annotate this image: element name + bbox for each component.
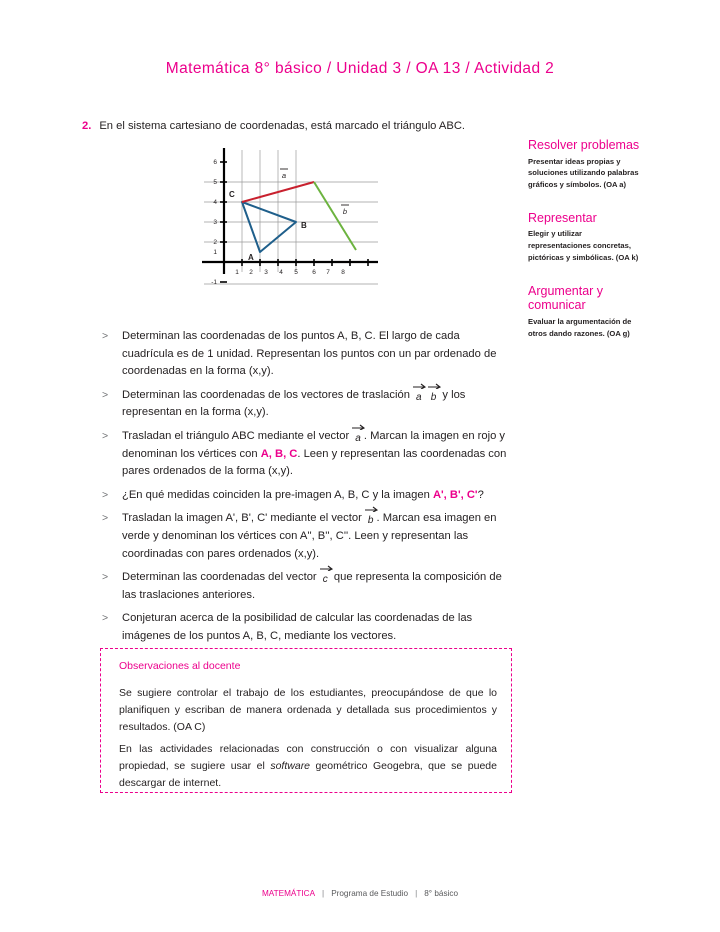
step-text: . Marcan esa imagen en verde y denominan los vértices con A'', B'', C''. Leen y representan las coordinadas con pares ordenados (x,y).	[122, 512, 497, 560]
activity-step-6	[100, 569, 512, 604]
svg-text:a: a	[281, 171, 287, 180]
cartesian-plane-figure	[196, 142, 386, 294]
svg-text:1: 1	[213, 249, 217, 256]
skills-sidebar	[528, 138, 640, 359]
vector-arrow-icon	[320, 564, 331, 571]
skill-block-3	[528, 284, 640, 340]
svg-text:3: 3	[264, 269, 268, 276]
activity-step-7	[100, 610, 512, 645]
svg-text:2: 2	[249, 269, 253, 276]
intro-number: 2.	[82, 120, 92, 132]
bullet-marker-icon: >	[102, 571, 109, 584]
observations-title: Observaciones al docente	[119, 660, 241, 672]
page-footer	[0, 889, 720, 898]
step-text: Trasladan la imagen A', B', C' mediante el vector	[122, 512, 365, 525]
x-axis-labels	[235, 269, 345, 276]
footer-right: 8° básico	[424, 889, 459, 898]
skill-heading: Representar	[528, 210, 597, 225]
vector-letter: b	[367, 515, 374, 527]
vector-letter: a	[355, 432, 361, 444]
vector-symbol-c	[320, 571, 331, 589]
svg-text:5: 5	[294, 269, 298, 276]
footer-brand: MATEMÁTICA	[261, 889, 316, 898]
observations-p2-post: geométrico Geogebra, que se puede descargar de internet.	[119, 760, 497, 789]
vector-letter: a	[416, 391, 422, 403]
observations-box	[100, 648, 512, 793]
step-text: que representa la composición de las traslaciones anteriores.	[122, 571, 502, 601]
vector-symbol-a	[352, 430, 364, 448]
vector-arrow-icon	[352, 423, 364, 430]
step-text: ¿En qué medidas coinciden la pre-imagen A, B, C y la imagen	[122, 488, 433, 501]
svg-text:b: b	[342, 207, 348, 216]
activity-step-1	[100, 328, 512, 381]
highlighted-vertices: A', B', C'	[432, 488, 478, 501]
label-point-a-visible: A	[248, 253, 254, 262]
step-text: . Leen y representan las coordenadas con pares ordenados de la forma (x,y).	[122, 447, 507, 478]
svg-text:6: 6	[213, 159, 217, 166]
activity-steps-list	[100, 328, 512, 652]
triangle-abc	[242, 202, 296, 252]
observations-paragraph-1: Se sugiere controlar el trabajo de los estudiantes, preocupándose de que lo planifiquen y escriban de manera ordenada y detallada sus procedimientos y resultados. (OA C)	[119, 687, 497, 733]
label-point-c: C	[229, 190, 235, 199]
step-text: Conjeturan acerca de la posibilidad de calcular las coordenadas de las imágenes de los puntos A, B, C, mediante los vectores.	[122, 612, 473, 642]
bullet-marker-icon: >	[102, 388, 109, 401]
y-axis-labels	[211, 159, 217, 286]
step-text: Determinan las coordenadas de los puntos A, B, C. El largo de cada cuadrícula es de 1 unidad. Representan los puntos con un par ordenado de coordenadas en la forma (x,y).	[122, 330, 497, 378]
svg-text:1: 1	[235, 269, 239, 276]
observations-p2-italic: software	[270, 760, 311, 772]
svg-text:2: 2	[213, 239, 217, 246]
bullet-marker-icon: >	[102, 330, 109, 342]
observations-p2-pre: En las actividades relacionadas con construcción o con visualizar alguna propiedad, se sugiere usar el	[119, 743, 497, 772]
footer-separator-1: |	[322, 889, 325, 898]
svg-text:8: 8	[341, 269, 345, 276]
step-text: Determinan las coordenadas del vector	[122, 571, 320, 584]
svg-text:4: 4	[213, 199, 217, 206]
skill-block-2	[528, 211, 640, 264]
vector-arrow-icon	[428, 382, 440, 389]
bullet-marker-icon: >	[102, 612, 109, 625]
svg-text:5: 5	[213, 179, 217, 186]
activity-step-5	[100, 510, 512, 563]
skill-block-1	[528, 138, 640, 191]
activity-step-4	[100, 487, 512, 505]
axes	[202, 148, 378, 274]
label-point-b: B	[301, 221, 307, 230]
footer-middle: Programa de Estudio	[331, 889, 409, 898]
svg-text:-1: -1	[211, 279, 217, 286]
intro-paragraph	[82, 118, 512, 134]
vector-symbol-a	[413, 389, 425, 407]
label-vector-a	[280, 169, 288, 180]
bullet-marker-icon: >	[102, 512, 109, 525]
activity-step-3	[100, 428, 512, 481]
label-vector-b	[341, 205, 349, 216]
vector-b-line	[314, 182, 356, 250]
vector-symbol-b	[428, 389, 440, 407]
footer-separator-2: |	[415, 889, 418, 898]
activity-step-2	[100, 387, 512, 422]
step-text: . Marcan la imagen en rojo y denominan los vértices con	[122, 429, 506, 460]
skill-heading: Argumentar y comunicar	[528, 283, 604, 313]
step-text: Trasladan el triángulo ABC mediante el vector	[122, 429, 353, 442]
step-text: y los representan en la forma (x,y).	[122, 388, 466, 419]
skill-description: Elegir y utilizar representaciones concretas, pictóricas y simbólicas. (OA k)	[528, 229, 639, 262]
y-axis-label-one	[213, 249, 217, 256]
vector-symbol-b	[365, 512, 377, 530]
cartesian-plane-svg	[196, 142, 386, 294]
vector-arrow-icon	[413, 382, 425, 389]
page-title: Matemática 8° básico / Unidad 3 / OA 13 / Actividad 2	[165, 60, 555, 77]
svg-text:4: 4	[279, 269, 283, 276]
skill-description: Evaluar la argumentación de otros dando razones. (OA g)	[528, 316, 632, 338]
bullet-marker-icon: >	[102, 429, 109, 442]
step-text: Determinan las coordenadas de los vectores de traslación	[122, 388, 414, 401]
vector-arrow-icon	[365, 505, 377, 512]
observations-paragraph-2	[119, 741, 497, 792]
intro-text: En el sistema cartesiano de coordenadas, está marcado el triángulo ABC.	[99, 120, 466, 132]
step-text: ?	[477, 488, 484, 501]
svg-text:6: 6	[312, 269, 316, 276]
skill-description: Presentar ideas propias y soluciones utilizando palabras gráficos y símbolos. (OA a)	[528, 156, 639, 190]
highlighted-vertices: A, B, C	[260, 447, 298, 460]
vector-letter: b	[430, 391, 437, 403]
svg-text:3: 3	[213, 219, 217, 226]
svg-text:7: 7	[326, 269, 330, 276]
skill-heading: Resolver problemas	[528, 138, 640, 152]
vector-letter: c	[322, 574, 328, 586]
bullet-marker-icon: >	[102, 488, 109, 501]
